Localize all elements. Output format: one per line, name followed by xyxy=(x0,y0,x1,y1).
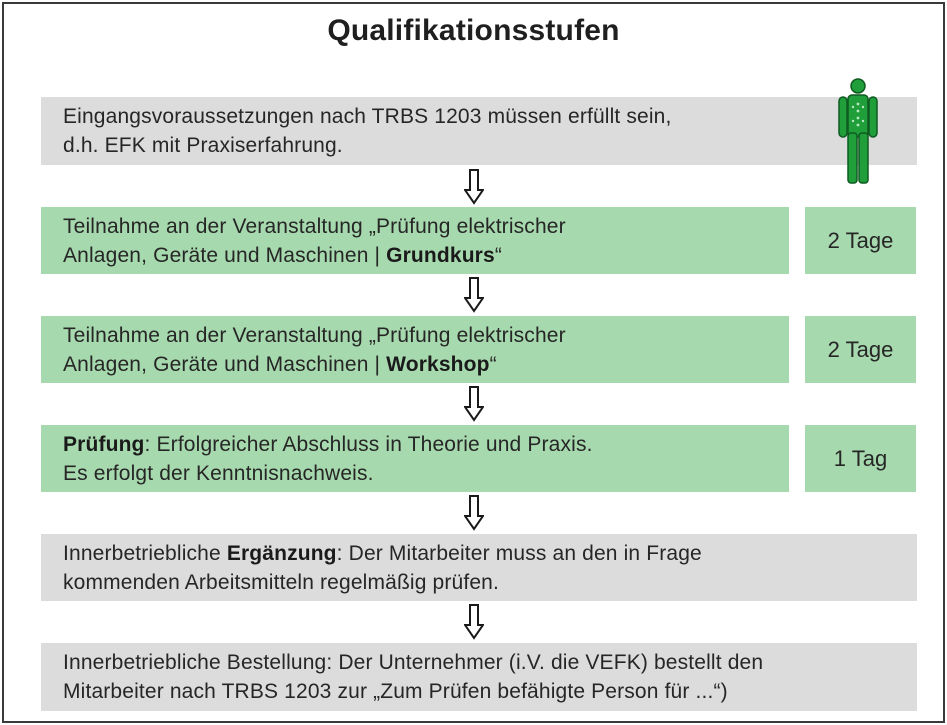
step-highlight: Workshop xyxy=(386,352,490,376)
step-text-line: Es erfolgt der Kenntnisnachweis. xyxy=(63,461,374,485)
step-text-line: Eingangsvoraussetzungen nach TRBS 1203 müssen erfüllt sein, xyxy=(63,105,672,128)
diagram-title: Qualifikationsstufen xyxy=(327,14,620,47)
duration-badge: 1 Tag xyxy=(805,425,916,492)
step-supplement xyxy=(41,534,917,601)
down-arrow-icon xyxy=(464,277,484,313)
step-text-line: Teilnahme an der Veranstaltung „Prüfung elektrischer xyxy=(63,323,566,347)
step-entry-requirements xyxy=(41,97,917,165)
down-arrow-icon xyxy=(464,169,484,205)
step-appointment xyxy=(41,643,917,711)
step-text-line: Innerbetriebliche Bestellung: Der Unternehmer (i.V. die VEFK) bestellt den xyxy=(63,651,764,674)
step-text-line: Teilnahme an der Veranstaltung „Prüfung elektrischer xyxy=(63,214,566,238)
step-highlight: Ergänzung xyxy=(226,541,337,565)
step-highlight: Grundkurs xyxy=(386,243,495,267)
step-text-line: Prüfung: Erfolgreicher Abschluss in Theorie und Praxis. xyxy=(63,432,593,456)
person-icon xyxy=(836,77,880,187)
step-workshop xyxy=(41,316,789,383)
step-text-line: kommenden Arbeitsmitteln regelmäßig prüfen. xyxy=(63,570,499,594)
duration-badge: 2 Tage xyxy=(805,207,916,274)
step-text-line: Anlagen, Geräte und Maschinen | Workshop“ xyxy=(63,352,497,376)
down-arrow-icon xyxy=(464,604,484,640)
step-text-line: Anlagen, Geräte und Maschinen | Grundkurs“ xyxy=(63,243,502,267)
step-basic-course xyxy=(41,207,789,274)
step-highlight: Prüfung xyxy=(63,432,145,456)
down-arrow-icon xyxy=(464,495,484,531)
down-arrow-icon xyxy=(464,386,484,422)
step-text-line: Innerbetriebliche Ergänzung: Der Mitarbeiter muss an den in Frage xyxy=(63,541,702,565)
step-exam xyxy=(41,425,789,492)
step-text-line: Mitarbeiter nach TRBS 1203 zur „Zum Prüfen befähigte Person für ...“) xyxy=(63,680,728,703)
step-text-line: d.h. EFK mit Praxiserfahrung. xyxy=(63,134,343,157)
duration-badge: 2 Tage xyxy=(805,316,916,383)
